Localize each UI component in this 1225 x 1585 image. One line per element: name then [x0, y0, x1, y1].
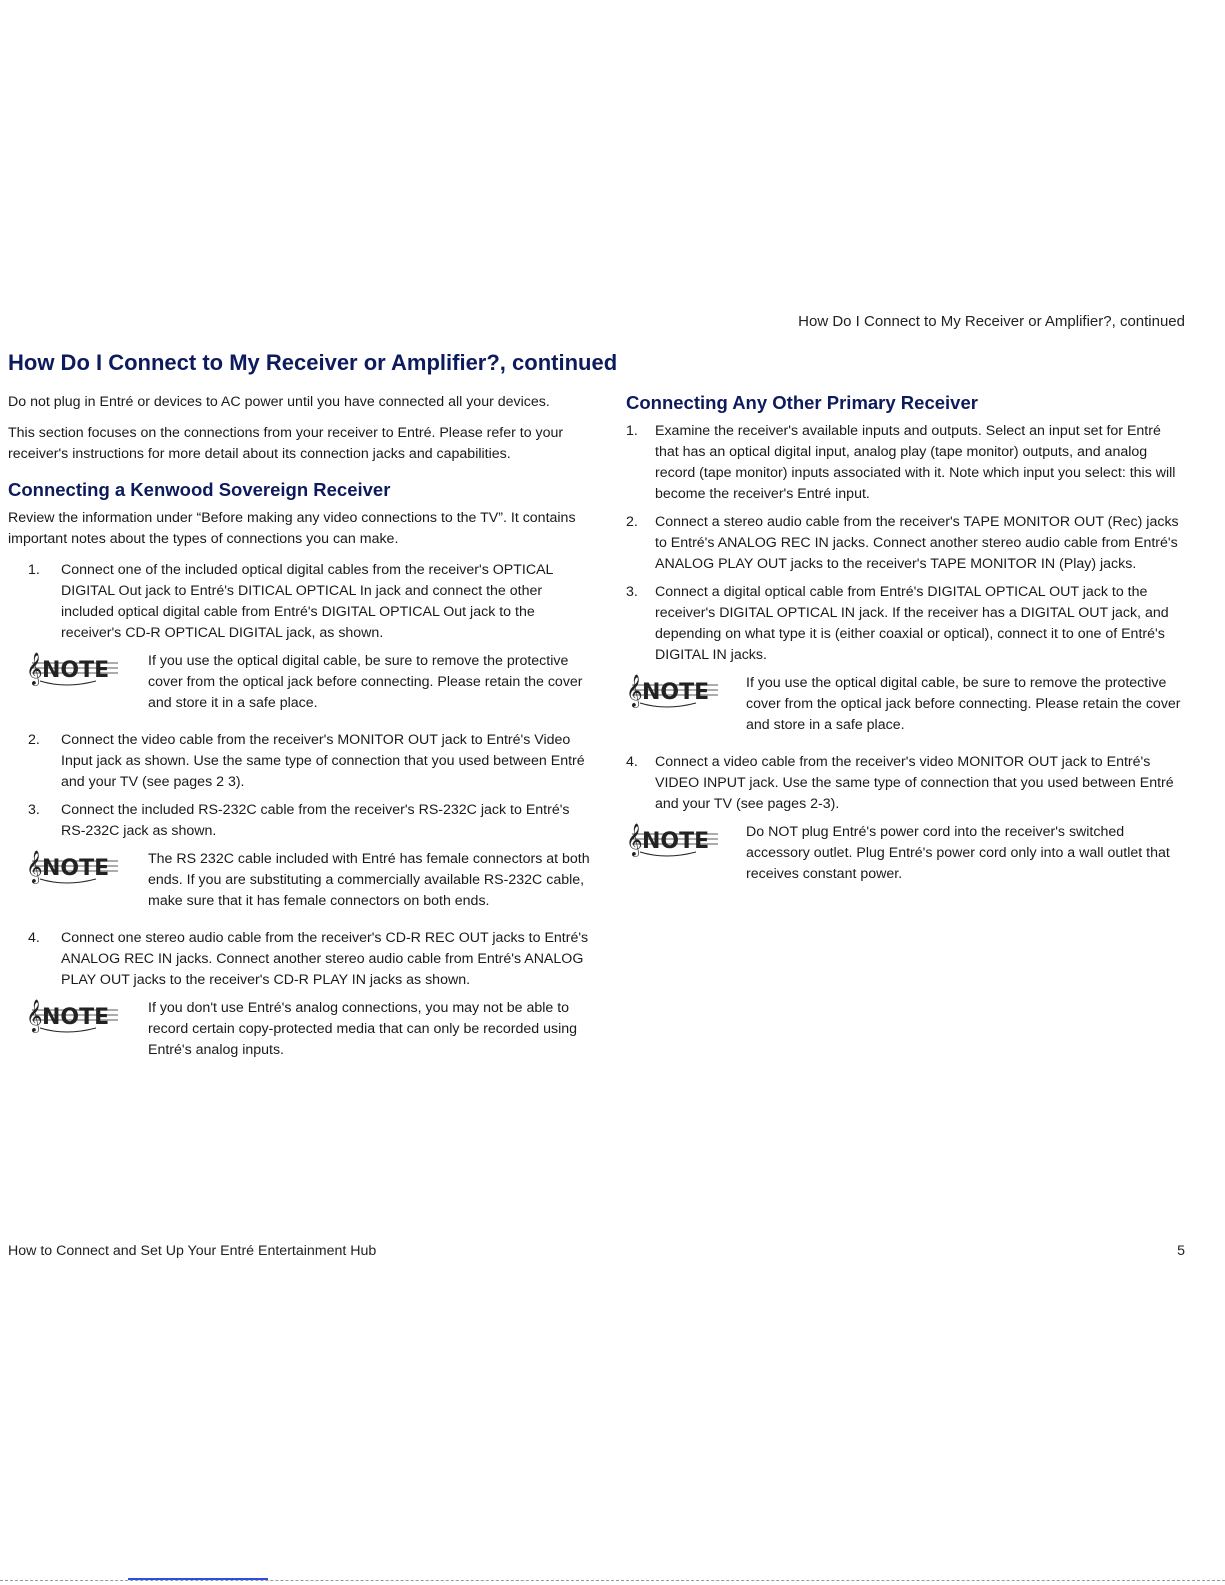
running-head: How Do I Connect to My Receiver or Amplifier?, continued — [798, 313, 1185, 330]
svg-text:NOTE: NOTE — [642, 829, 710, 854]
svg-text:NOTE: NOTE — [42, 856, 110, 881]
note-callout — [626, 822, 1186, 885]
intro-paragraph-1: Do not plug in Entré or devices to AC power until you have connected all your devices. — [8, 394, 550, 410]
note-callout — [626, 673, 1186, 736]
note-callout — [8, 849, 593, 912]
step-text: Connect one stereo audio cable from the receiver's CD-R REC OUT jacks to Entré's ANALOG REC IN jacks. Connect another stereo audio cable from Entré's ANALOG PLAY OUT jacks to the receiver's CD-R PLAY IN jacks as shown. — [61, 930, 589, 988]
step-text: Connect a stereo audio cable from the receiver's TAPE MONITOR OUT (Rec) jacks to Entré's ANALOG REC IN jacks. Connect another stereo audio cable from Entré's ANALOG PLAY OUT jacks to the receiver's TAPE MONITOR IN (Play) jacks. — [655, 514, 1179, 572]
note-icon — [626, 822, 746, 858]
link-underline — [128, 1578, 268, 1580]
note-callout — [8, 651, 593, 714]
step-text: Connect the video cable from the receiver's MONITOR OUT jack to Entré's Video Input jack as shown. Use the same type of connection that you used between Entré and your TV (see pages 2 3). — [61, 732, 585, 790]
note-icon — [626, 673, 746, 709]
step-number: 1. — [28, 562, 40, 578]
note-text: If you use the optical digital cable, be sure to remove the protective cover from the optical jack before connecting. Please retain the cover and store in a safe place. — [746, 675, 1181, 733]
svg-text:𝄞: 𝄞 — [26, 999, 43, 1032]
note-text: Do NOT plug Entré's power cord into the receiver's switched accessory outlet. Plug Entré's power cord only into a wall outlet that receives constant power. — [746, 824, 1170, 882]
step-text: Connect a digital optical cable from Entré's DIGITAL OPTICAL OUT jack to the receiver's DIGITAL OPTICAL IN jack. If the receiver has a DIGITAL OUT jack, and depending on what type it is (either coaxial or optical), connect it to one of Entré's DIGITAL IN jacks. — [655, 584, 1169, 663]
svg-text:NOTE: NOTE — [42, 658, 110, 683]
step-item — [626, 421, 1186, 505]
note-icon — [8, 651, 148, 687]
page-divider — [0, 1580, 1225, 1581]
step-number: 4. — [626, 754, 638, 770]
left-column — [8, 392, 593, 1077]
svg-text:𝄞: 𝄞 — [26, 652, 43, 685]
note-icon — [8, 998, 148, 1034]
svg-text:𝄞: 𝄞 — [26, 850, 43, 883]
step-item — [626, 582, 1186, 666]
step-text: Connect a video cable from the receiver's video MONITOR OUT jack to Entré's VIDEO INPUT jack. Use the same type of connection that you used between Entré and your TV (see pages 2-3). — [655, 754, 1174, 812]
svg-text:𝄞: 𝄞 — [626, 823, 643, 856]
intro-paragraph-2: This section focuses on the connections from your receiver to Entré. Please refer to your receiver's instructions for more detail about its connection jacks and capabilities. — [8, 425, 564, 462]
page-number: 5 — [1177, 1243, 1185, 1259]
section-heading-other-receiver: Connecting Any Other Primary Receiver — [626, 392, 978, 413]
step-text: Examine the receiver's available inputs and outputs. Select an input set for Entré that has an optical digital input, analog play (tape monitor) outputs, and analog record (tape monitor) inputs associated with it. Note which input you select: this will become the receiver's Entré input. — [655, 423, 1176, 502]
review-paragraph: Review the information under “Before making any video connections to the TV”. It contains important notes about the types of connections you can make. — [8, 510, 576, 547]
step-item — [8, 800, 593, 842]
note-callout — [8, 998, 593, 1061]
step-item — [626, 752, 1186, 815]
right-column — [626, 392, 1186, 901]
step-number: 3. — [28, 802, 40, 818]
step-item — [8, 730, 593, 793]
section-heading-kenwood: Connecting a Kenwood Sovereign Receiver — [8, 479, 391, 500]
svg-text:NOTE: NOTE — [42, 1005, 110, 1030]
svg-text:NOTE: NOTE — [642, 680, 710, 705]
step-text: Connect the included RS-232C cable from the receiver's RS-232C jack to Entré's RS-232C jack as shown. — [61, 802, 570, 839]
step-number: 2. — [626, 514, 638, 530]
step-number: 2. — [28, 732, 40, 748]
footer-title: How to Connect and Set Up Your Entré Entertainment Hub — [8, 1243, 377, 1259]
note-text: The RS 232C cable included with Entré has female connectors at both ends. If you are substituting a commercially available RS-232C cable, make sure that it has female connectors on both ends. — [148, 851, 590, 909]
page-title: How Do I Connect to My Receiver or Amplifier?, continued — [8, 350, 618, 375]
step-number: 3. — [626, 584, 638, 600]
svg-text:𝄞: 𝄞 — [626, 674, 643, 707]
step-item — [8, 928, 593, 991]
note-icon — [8, 849, 148, 885]
step-number: 4. — [28, 930, 40, 946]
step-item — [8, 560, 593, 644]
note-text: If you don't use Entré's analog connections, you may not be able to record certain copy-protected media that can only be recorded using Entré's analog inputs. — [148, 1000, 578, 1058]
note-text: If you use the optical digital cable, be sure to remove the protective cover from the optical jack before connecting. Please retain the cover and store it in a safe place. — [148, 653, 583, 711]
step-item — [626, 512, 1186, 575]
step-number: 1. — [626, 423, 638, 439]
step-text: Connect one of the included optical digital cables from the receiver's OPTICAL DIGITAL Out jack to Entré's DITICAL OPTICAL In jack and connect the other included optical digital cable from Entré's DIGITAL OPTICAL Out jack to the receiver's CD-R OPTICAL DIGITAL jack, as shown. — [61, 562, 553, 641]
